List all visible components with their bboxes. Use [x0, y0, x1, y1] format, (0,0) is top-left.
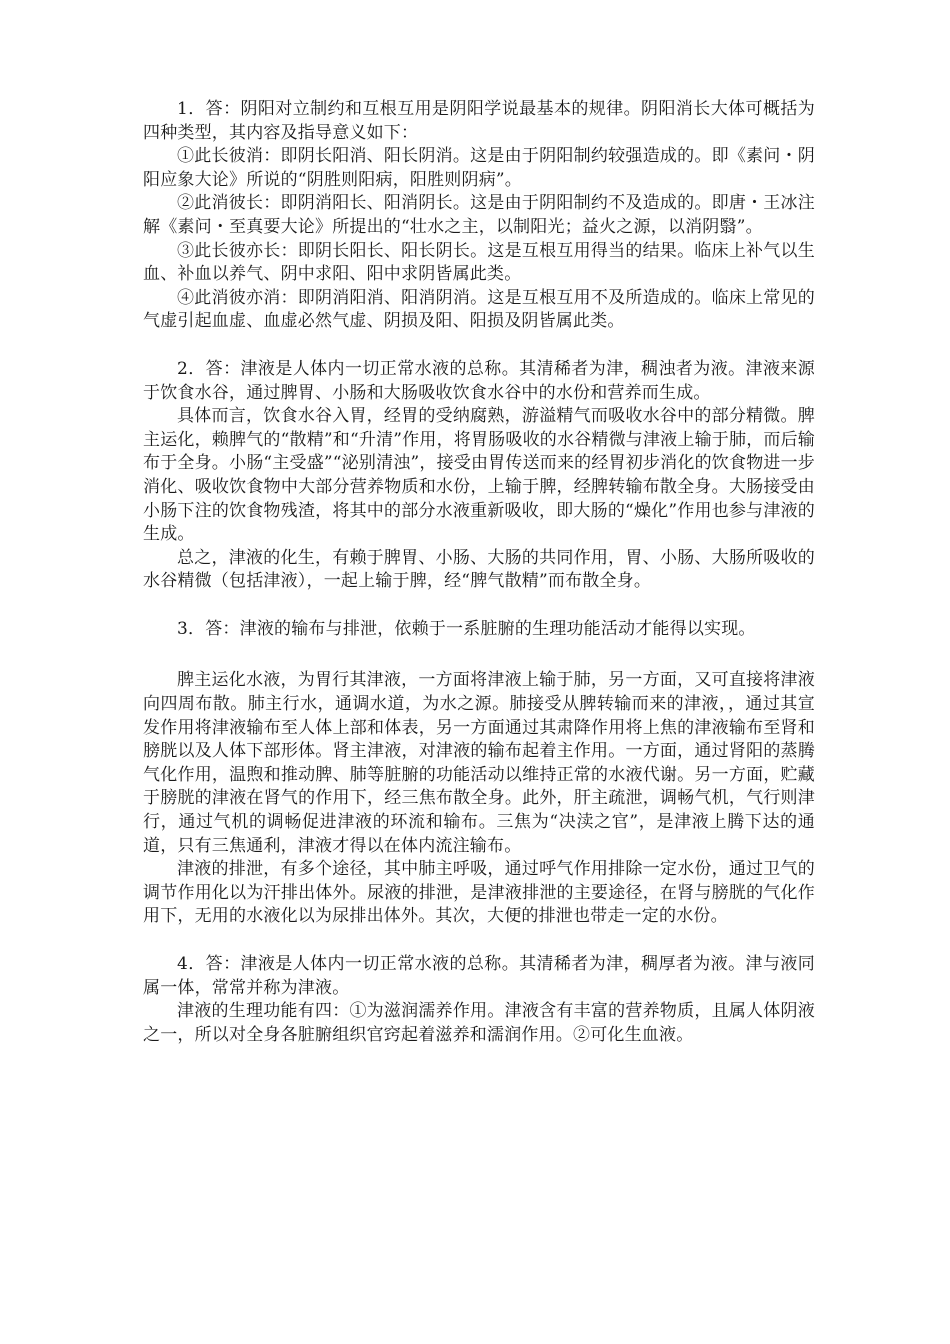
section-spacer [143, 334, 815, 358]
answer-1 [143, 98, 815, 334]
answer-2-detail: 具体而言，饮食水谷入胃，经胃的受纳腐熟，游溢精气而吸收水谷中的部分精微。脾主运化，赖脾气的“散精”和“升清”作用，将胃肠吸收的水谷精微与津液上输于肺，而后输布于全身。小肠“主受盛”“泌别清浊”，接受由胃传送而来的经胃初步消化的饮食物进一步消化、吸收饮食物中大部分营养物质和水份，上输于脾，经脾转输布散全身。大肠接受由小肠下注的饮食物残渣，将其中的部分水液重新吸收，即大肠的“燥化”作用也参与津液的生成。 [143, 406, 815, 545]
answer-1-type-2: ②此消彼长：即阴消阳长、阳消阴长。这是由于阴阳制约不及造成的。即唐・王冰注解《素问・至真要大论》所提出的“壮水之主，以制阳光；益火之源，以消阴翳”。 [143, 193, 815, 237]
answer-2-intro: 2．答：津液是人体内一切正常水液的总称。其清稀者为津，稠浊者为液。津液来源于饮食水谷，通过脾胃、小肠和大肠吸收饮食水谷中的水份和营养而生成。 [143, 358, 815, 403]
document-page [143, 98, 815, 1047]
answer-2 [143, 358, 815, 594]
answer-1-type-4: ④此消彼亦消：即阴消阳消、阳消阴消。这是互根互用不及所造成的。临床上常见的气虚引起血虚、血虚必然气虚、阴损及阳、阳损及阴皆属此类。 [143, 287, 815, 332]
answer-4-functions: 津液的生理功能有四：①为滋润濡养作用。津液含有丰富的营养物质，且属人体阴液之一，所以对全身各脏腑组织官窍起着滋养和濡润作用。②可化生血液。 [143, 1001, 815, 1045]
answer-2-summary: 总之，津液的化生，有赖于脾胃、小肠、大肠的共同作用，胃、小肠、大肠所吸收的水谷精微（包括津液），一起上输于脾，经“脾气散精”而布散全身。 [143, 547, 815, 592]
answer-3-distribution: 脾主运化水液，为胃行其津液，一方面将津液上输于肺，另一方面，又可直接将津液向四周布散。肺主行水，通调水道，为水之源。肺接受从脾转输而来的津液，，通过其宣发作用将津液输布至人体上部和体表，另一方面通过其肃降作用将上焦的津液输布至肾和膀胱以及人体下部形体。肾主津液，对津液的输布起着主作用。一方面，通过肾阳的蒸腾气化作用，温煦和推动脾、肺等脏腑的功能活动以维持正常的水液代谢。另一方面，贮藏于膀胱的津液在肾气的作用下，经三焦布散全身。此外，肝主疏泄，调畅气机，气行则津行，通过气机的调畅促进津液的环流和输布。三焦为“决渎之官”，是津液上腾下达的通道，只有三焦通利，津液才得以在体内流注输布。 [143, 670, 815, 856]
answer-1-type-1: ①此长彼消：即阴长阳消、阳长阴消。这是由于阴阳制约较强造成的。即《素问・阴阳应象大论》所说的“阴胜则阳病，阳胜则阴病”。 [143, 146, 815, 190]
answer-1-type-3: ③此长彼亦长：即阴长阳长、阳长阴长。这是互根互用得当的结果。临床上补气以生血、补血以养气、阴中求阳、阳中求阴皆属此类。 [143, 240, 815, 285]
answer-3-intro: 3．答：津液的输布与排泄，依赖于一系脏腑的生理功能活动才能得以实现。 [177, 618, 756, 639]
answer-4 [143, 953, 815, 1047]
answer-3 [143, 618, 815, 642]
section-spacer [143, 594, 815, 618]
answer-1-intro: 1．答：阴阳对立制约和互根互用是阴阳学说最基本的规律。阴阳消长大体可概括为四种类型，其内容及指导意义如下： [143, 99, 815, 143]
answer-3-body [143, 669, 815, 929]
section-spacer [143, 641, 815, 669]
answer-3-excretion: 津液的排泄，有多个途径，其中肺主呼吸，通过呼气作用排除一定水份，通过卫气的调节作用化以为汗排出体外。尿液的排泄，是津液排泄的主要途径，在肾与膀胱的气化作用下，无用的水液化以为尿排出体外。其次，大便的排泄也带走一定的水份。 [143, 859, 815, 927]
section-spacer [143, 929, 815, 953]
answer-4-intro: 4．答：津液是人体内一切正常水液的总称。其清稀者为津，稠厚者为液。津与液同属一体，常常并称为津液。 [143, 954, 815, 998]
